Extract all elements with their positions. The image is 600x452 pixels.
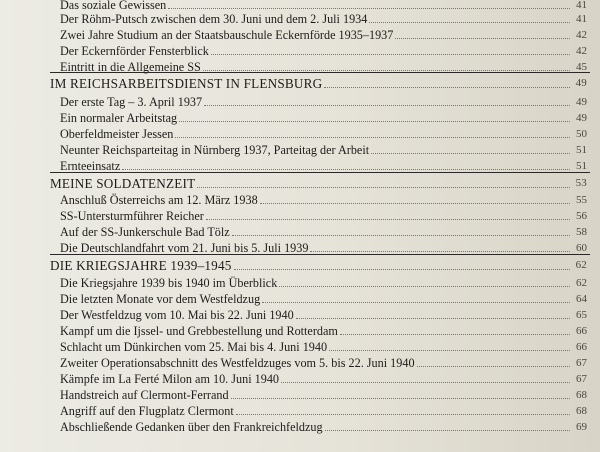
toc-entry-page: 65 xyxy=(576,309,587,321)
toc-entry-page: 50 xyxy=(576,128,587,140)
section-page: 49 xyxy=(575,77,587,89)
toc-entry-page: 41 xyxy=(576,0,587,11)
dot-leader xyxy=(324,87,570,88)
dot-leader xyxy=(179,121,570,122)
dot-leader xyxy=(175,137,570,138)
section-title: IM REICHSARBEITSDIENST IN FLENSBURG xyxy=(50,76,323,91)
dot-leader xyxy=(369,22,570,23)
toc-entry-title: Schlacht um Dünkirchen vom 25. Mai bis 4. Juni 1940 xyxy=(60,340,328,354)
dot-leader xyxy=(260,203,570,204)
toc-entry-page: 42 xyxy=(576,45,587,57)
toc-entry-title: Die Deutschlandfahrt vom 21. Juni bis 5. Juli 1939 xyxy=(60,241,309,255)
toc-entry-page: 66 xyxy=(576,341,587,353)
toc-entry xyxy=(60,337,587,354)
dot-leader xyxy=(203,70,570,71)
toc-entry-page: 68 xyxy=(576,389,587,401)
dot-leader xyxy=(234,269,570,270)
toc-entry-page: 49 xyxy=(576,96,587,108)
toc-entry-title: Oberfeldmeister Jessen xyxy=(60,127,174,141)
section-page: 53 xyxy=(575,177,587,189)
toc-entry xyxy=(60,124,587,141)
toc-entry-title: Angriff auf den Flugplatz Clermont xyxy=(60,404,234,418)
toc-entry-title: Auf der SS-Junkerschule Bad Tölz xyxy=(60,225,230,239)
toc-entry xyxy=(60,305,587,322)
toc-entry-page: 56 xyxy=(576,210,587,222)
toc-entry-title: Der Röhm-Putsch zwischen dem 30. Juni und dem 2. Juli 1934 xyxy=(60,12,368,26)
toc-entry xyxy=(60,41,587,58)
toc-entry-page: 62 xyxy=(576,277,587,289)
dot-leader xyxy=(281,382,570,383)
toc-entry xyxy=(60,92,587,109)
toc-entry xyxy=(60,140,587,157)
toc-section-heading xyxy=(50,256,587,273)
toc-entry-page: 68 xyxy=(576,405,587,417)
toc-entry-title: Zweiter Operationsabschnitt des Westfeldzuges vom 5. bis 22. Juni 1940 xyxy=(60,356,415,370)
toc-entry-title: Neunter Reichsparteitag in Nürnberg 1937, Parteitag der Arbeit xyxy=(60,143,370,157)
toc-entry-title: Kämpfe im La Ferté Milon am 10. Juni 1940 xyxy=(60,372,280,386)
dot-leader xyxy=(310,251,570,252)
toc-entry xyxy=(60,206,587,223)
section-title: MEINE SOLDATENZEIT xyxy=(50,176,196,191)
toc-entry-title: Anschluß Österreichs am 12. März 1938 xyxy=(60,193,258,207)
toc-entry xyxy=(60,156,587,173)
toc-entry-page: 67 xyxy=(576,357,587,369)
toc-entry xyxy=(60,190,587,207)
toc-entry-title: SS-Untersturmführer Reicher xyxy=(60,209,204,223)
toc-entry-title: Kampf um die Ijssel- und Grebbestellung und Rotterdam xyxy=(60,324,338,338)
toc-entry-page: 41 xyxy=(576,13,587,25)
dot-leader xyxy=(204,105,570,106)
section-title: DIE KRIEGSJAHRE 1939–1945 xyxy=(50,258,232,273)
toc-entry xyxy=(60,289,587,306)
toc-entry xyxy=(60,321,587,338)
toc-entry-page: 69 xyxy=(576,421,587,433)
dot-leader xyxy=(236,414,570,415)
toc-entry xyxy=(60,385,587,402)
dot-leader xyxy=(417,366,570,367)
dot-leader xyxy=(329,350,570,351)
toc-entry-page: 58 xyxy=(576,226,587,238)
dot-leader xyxy=(325,430,570,431)
toc-entry-title: Der Westfeldzug vom 10. Mai bis 22. Juni 1940 xyxy=(60,308,294,322)
dot-leader xyxy=(279,286,570,287)
section-page: 62 xyxy=(575,259,587,271)
toc-entry-page: 67 xyxy=(576,373,587,385)
toc-section-heading xyxy=(50,174,587,191)
toc-entry-page: 42 xyxy=(576,29,587,41)
toc-entry-title: Das soziale Gewissen xyxy=(60,0,167,12)
toc-section-heading xyxy=(50,74,587,91)
dot-leader xyxy=(122,169,570,170)
section-rule xyxy=(50,172,590,173)
dot-leader xyxy=(395,38,570,39)
toc-entry xyxy=(60,238,587,255)
toc-entry-page: 60 xyxy=(576,242,587,254)
toc-entry xyxy=(60,273,587,290)
toc-entry-title: Die letzten Monate vor dem Westfeldzug xyxy=(60,292,261,306)
toc-entry-page: 51 xyxy=(576,144,587,156)
toc-entry xyxy=(60,417,587,434)
toc-entry xyxy=(60,222,587,239)
toc-entry-title: Der Eckernförder Fensterblick xyxy=(60,44,209,58)
dot-leader xyxy=(371,153,570,154)
toc-entry xyxy=(60,108,587,125)
section-rule xyxy=(50,254,590,255)
toc-entry-title: Die Kriegsjahre 1939 bis 1940 im Überblick xyxy=(60,276,278,290)
toc-entry-title: Eintritt in die Allgemeine SS xyxy=(60,60,201,74)
toc-entry-page: 55 xyxy=(576,194,587,206)
toc-entry-title: Abschließende Gedanken über den Frankreichfeldzug xyxy=(60,420,323,434)
toc-entry xyxy=(60,401,587,418)
dot-leader xyxy=(231,398,570,399)
dot-leader xyxy=(232,235,570,236)
toc-entry xyxy=(60,25,587,42)
toc-entry-page: 49 xyxy=(576,112,587,124)
dot-leader xyxy=(262,302,570,303)
toc-entry-title: Ein normaler Arbeitstag xyxy=(60,111,178,125)
toc-entry xyxy=(60,9,587,26)
dot-leader xyxy=(197,187,570,188)
toc-entry xyxy=(60,353,587,370)
toc-entry-page: 51 xyxy=(576,160,587,172)
toc-entry-page: 66 xyxy=(576,325,587,337)
toc-entry-page: 64 xyxy=(576,293,587,305)
toc-entry xyxy=(60,369,587,386)
dot-leader xyxy=(211,54,570,55)
toc-entry-title: Zwei Jahre Studium an der Staatsbauschule Eckernförde 1935–1937 xyxy=(60,28,394,42)
section-rule xyxy=(50,72,590,73)
toc-entry-page: 45 xyxy=(576,61,587,73)
dot-leader xyxy=(206,219,570,220)
toc-entry-title: Der erste Tag – 3. April 1937 xyxy=(60,95,203,109)
toc-entry-title: Ernteeinsatz xyxy=(60,159,121,173)
dot-leader xyxy=(340,334,570,335)
toc-entry-title: Handstreich auf Clermont-Ferrand xyxy=(60,388,229,402)
dot-leader xyxy=(296,318,570,319)
